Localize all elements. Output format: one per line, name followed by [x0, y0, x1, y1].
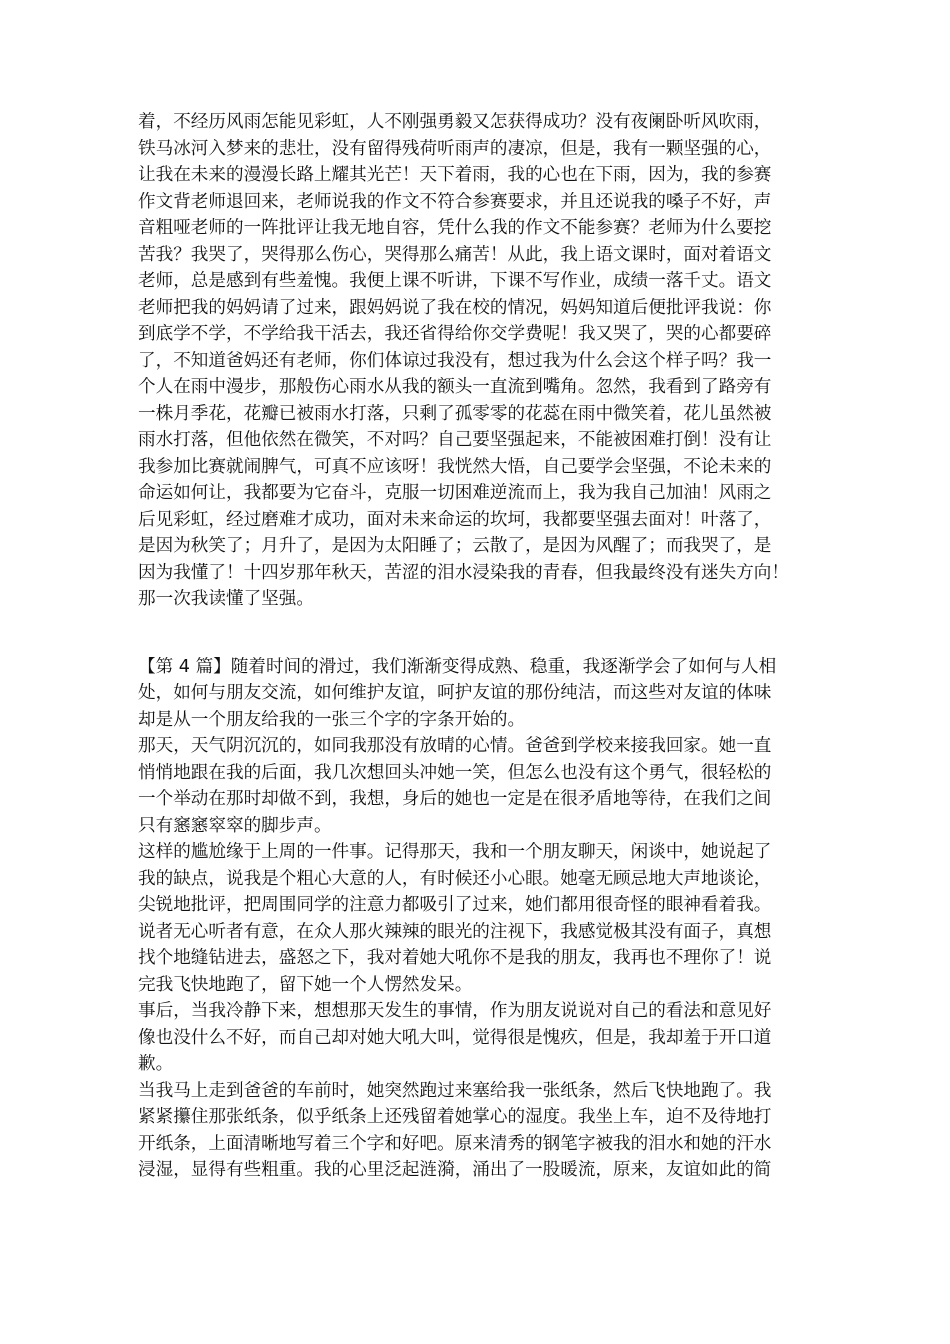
text-line: 我参加比赛就闹脾气，可真不应该呀！我恍然大悟，自己要学会坚强，不论未来的 [138, 457, 772, 477]
text-line: 音粗哑老师的一阵批评让我无地自容，凭什么我的作文不能参赛？老师为什么要挖 [138, 218, 772, 238]
text-line: 了，不知道爸妈还有老师，你们体谅过我没有，想过我为什么会这个样子吗？我一 [138, 351, 772, 371]
text-line: 悄悄地跟在我的后面，我几次想回头冲她一笑，但怎么也没有这个勇气，很轻松的 [138, 763, 772, 783]
text-line: 一株月季花，花瓣已被雨水打落，只剩了孤零零的花蕊在雨中微笑着，花儿虽然被 [138, 404, 772, 424]
text-line: 我的缺点，说我是个粗心大意的人，有时候还小心眼。她毫无顾忌地大声地谈论， [138, 869, 772, 889]
text-line: 命运如何让，我都要为它奋斗，克服一切困难逆流而上，我为我自己加油！风雨之 [138, 483, 772, 503]
text-line: 到底学不学，不学给我干活去，我还省得给你交学费呢！我又哭了，哭的心都要碎 [138, 324, 772, 344]
text-line: 铁马冰河入梦来的悲壮，没有留得残荷听雨声的凄凉，但是，我有一颗坚强的心， [138, 139, 772, 159]
text-line: 事后，当我冷静下来，想想那天发生的事情，作为朋友说说对自己的看法和意见好 [138, 1001, 772, 1021]
text-line: 苦我？我哭了，哭得那么伤心，哭得那么痛苦！从此，我上语文课时，面对着语文 [138, 245, 772, 265]
text-line: 只有窸窸窣窣的脚步声。 [138, 816, 332, 836]
text-line: 紧紧攥住那张纸条，似乎纸条上还残留着她掌心的湿度。我坐上车，迫不及待地打 [138, 1107, 772, 1127]
text-line: 这样的尴尬缘于上周的一件事。记得那天，我和一个朋友聊天，闲谈中，她说起了 [138, 842, 772, 862]
text-line: 老师把我的妈妈请了过来，跟妈妈说了我在校的情况，妈妈知道后便批评我说：你 [138, 298, 772, 318]
text-line: 处，如何与朋友交流，如何维护友谊，呵护友谊的那份纯洁，而这些对友谊的体味 [138, 683, 772, 703]
text-line: 当我马上走到爸爸的车前时，她突然跑过来塞给我一张纸条，然后飞快地跑了。我 [138, 1081, 772, 1101]
text-line: 开纸条，上面清晰地写着三个字和好吧。原来清秀的钢笔字被我的泪水和她的汗水 [138, 1134, 772, 1154]
text-line: 像也没什么不好，而自己却对她大吼大叫，觉得很是愧疚，但是，我却羞于开口道 [138, 1028, 772, 1048]
text-line: 【第 4 篇】随着时间的滑过，我们渐渐变得成熟、稳重，我逐渐学会了如何与人相 [138, 657, 777, 677]
text-line: 个人在雨中漫步，那般伤心雨水从我的额头一直流到嘴角。忽然，我看到了路旁有 [138, 377, 772, 397]
text-line: 找个地缝钻进去，盛怒之下，我对着她大吼你不是我的朋友，我再也不理你了！说 [138, 948, 772, 968]
text-line: 说者无心听者有意，在众人那火辣辣的眼光的注视下，我感觉极其没有面子，真想 [138, 922, 772, 942]
text-line: 雨水打落，但他依然在微笑，不对吗？自己要坚强起来，不能被困难打倒！没有让 [138, 430, 772, 450]
text-line: 老师，总是感到有些羞愧。我便上课不听讲，下课不写作业，成绩一落千丈。语文 [138, 271, 772, 291]
text-line: 是因为秋笑了；月升了，是因为太阳睡了；云散了，是因为风醒了；而我哭了，是 [138, 536, 772, 556]
text-line: 那一次我读懂了坚强。 [138, 589, 314, 609]
text-line: 浸湿，显得有些粗重。我的心里泛起涟漪，涌出了一股暖流，原来，友谊如此的简 [138, 1160, 772, 1180]
text-line: 完我飞快地跑了，留下她一个人愣然发呆。 [138, 975, 473, 995]
text-line: 让我在未来的漫漫长路上耀其光芒！天下着雨，我的心也在下雨，因为，我的参赛 [138, 165, 772, 185]
text-line: 作文背老师退回来，老师说我的作文不符合参赛要求，并且还说我的嗓子不好，声 [138, 192, 772, 212]
text-line: 因为我懂了！十四岁那年秋天，苦涩的泪水浸染我的青春，但我最终没有迷失方向！ [138, 563, 789, 583]
text-line: 那天，天气阴沉沉的，如同我那没有放晴的心情。爸爸到学校来接我回家。她一直 [138, 736, 772, 756]
text-line: 后见彩虹，经过磨难才成功，面对未来命运的坎坷，我都要坚强去面对！叶落了， [138, 510, 772, 530]
text-line: 着，不经历风雨怎能见彩虹，人不刚强勇毅又怎获得成功？没有夜阑卧听风吹雨， [138, 112, 772, 132]
text-line: 一个举动在那时却做不到，我想，身后的她也一定是在很矛盾地等待，在我们之间 [138, 789, 772, 809]
text-line: 歉。 [138, 1054, 174, 1074]
text-line: 却是从一个朋友给我的一张三个字的字条开始的。 [138, 710, 526, 730]
text-line: 尖锐地批评，把周围同学的注意力都吸引了过来，她们都用很奇怪的眼神看着我。 [138, 895, 772, 915]
